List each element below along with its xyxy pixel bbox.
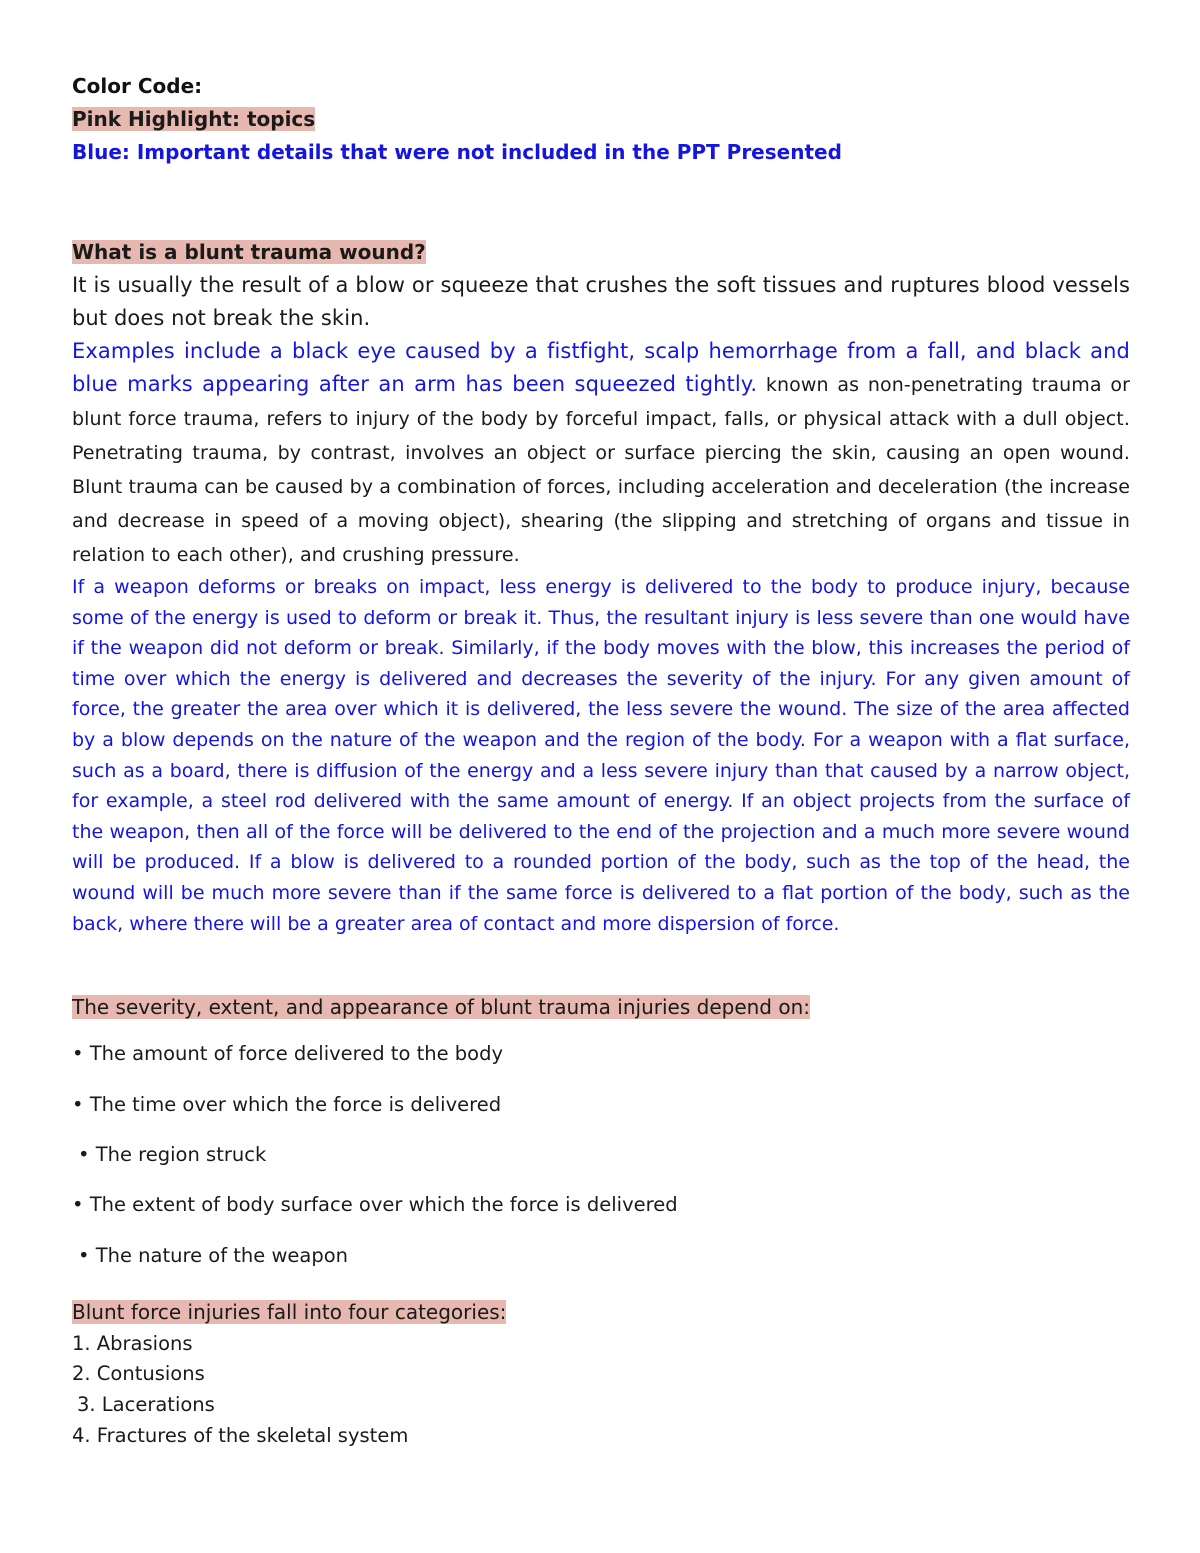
list-item: • The time over which the force is delivered (72, 1092, 502, 1116)
list-item: 4. Fractures of the skeletal system (72, 1424, 409, 1448)
examples-paragraph (72, 335, 1130, 572)
legend-blue-text: Blue: Important details that were not included in the PPT Presented (72, 140, 842, 164)
list-item: 2. Contusions (72, 1362, 205, 1386)
heading-what-is-blunt-trauma: What is a blunt trauma wound? (72, 240, 426, 264)
list-item: 1. Abrasions (72, 1331, 193, 1355)
legend-pink-highlight: Pink Highlight: topics (72, 107, 316, 131)
document-page (72, 70, 1130, 1452)
details-paragraph: If a weapon deforms or breaks on impact, less energy is delivered to the body to produce injury, because some of the energy is used to deform or break it. Thus, the resultant injury is less severe than one would have if the weapon did not deform or break. Similarly, if the body moves with the blow, this increases the period of time over which the energy is delivered and decreases the severity of the injury. For any given amount of force, the greater the area over which it is delivered, the less severe the wound. The size of the area affected by a blow depends on the nature of the weapon and the region of the body. For a weapon with a flat surface, such as a board, there is diffusion of the energy and a less severe injury than that caused by a narrow object, for example, a steel rod delivered with the same amount of energy. If an object projects from the surface of the weapon, then all of the force will be delivered to the end of the projection and a much more severe wound will be produced. If a blow is delivered to a rounded portion of the body, such as the top of the head, the wound will be much more severe than if the same force is delivered to a flat portion of the body, such as the back, where there will be a greater area of contact and more dispersion of force. (72, 576, 1130, 935)
definition-text: known as non-penetrating trauma or blunt force trauma, refers to injury of the body by forceful impact, falls, or physical attack with a dull object. Penetrating trauma, by contrast, involves an object or surface piercing the skin, causing an open wound. Blunt trauma can be caused by a combination of forces, including acceleration and deceleration (the increase and decrease in speed of a moving object), shearing (the slipping and stretching of organs and tissue in relation to each other), and crushing pressure. (72, 374, 1130, 566)
color-code-title: Color Code: (72, 74, 203, 98)
list-item: • The region struck (78, 1142, 267, 1166)
severity-factors-list (72, 1039, 1130, 1271)
examples-text: Examples include a black eye caused by a fistfight, scalp hemorrhage from a fall, and black and blue marks appearing after an arm has been squeezed tightly. (72, 339, 1130, 396)
heading-severity-factors: The severity, extent, and appearance of blunt trauma injuries depend on: (72, 995, 810, 1020)
list-item: • The nature of the weapon (78, 1243, 349, 1267)
intro-paragraph: It is usually the result of a blow or squeeze that crushes the soft tissues and ruptures blood vessels but does not break the skin. (72, 273, 1130, 330)
list-item: 3. Lacerations (77, 1393, 215, 1417)
list-item: • The extent of body surface over which the force is delivered (72, 1193, 678, 1217)
list-item: • The amount of force delivered to the body (72, 1042, 504, 1066)
heading-four-categories: Blunt force injuries fall into four categories: (72, 1299, 507, 1324)
categories-list (72, 1329, 1130, 1452)
